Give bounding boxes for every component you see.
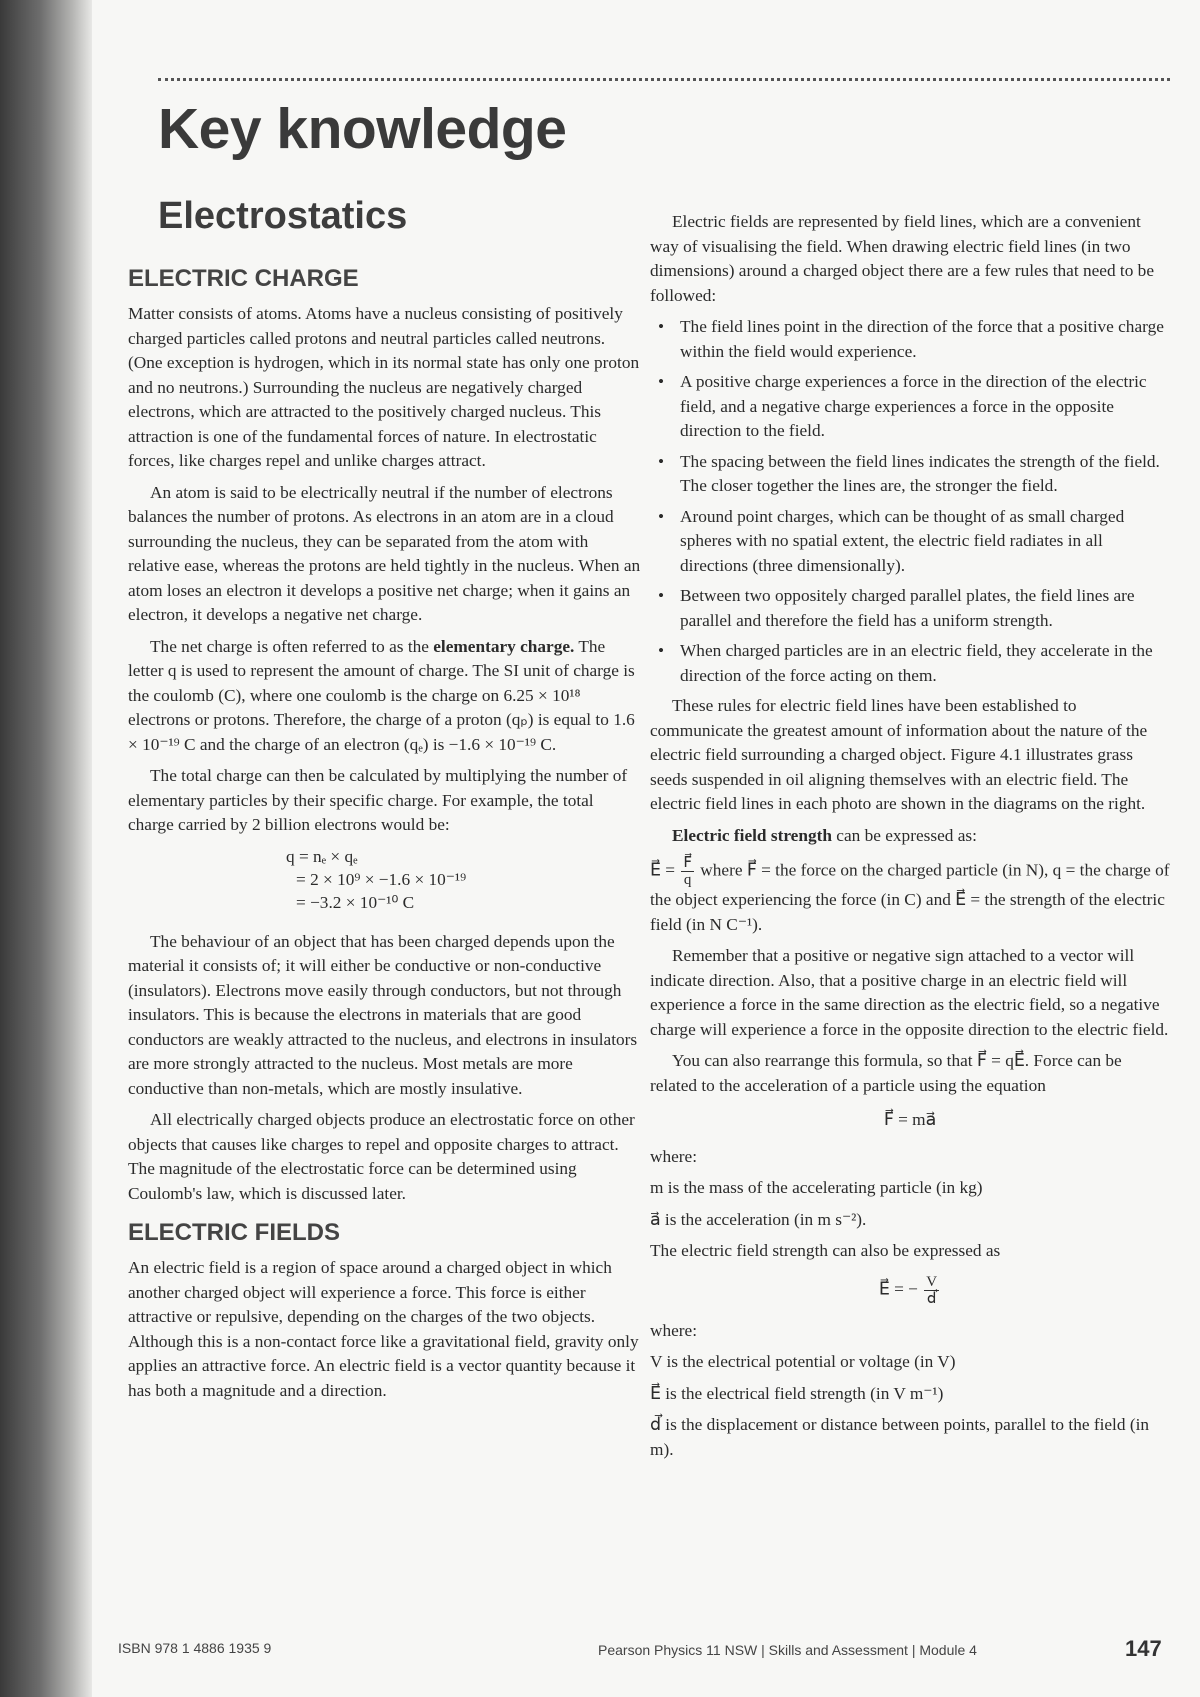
equation-fraction <box>924 1274 939 1307</box>
equation-lhs: E⃗ = <box>650 860 675 880</box>
equation-lhs: E⃗ = − <box>878 1278 918 1298</box>
equation-fraction <box>681 855 694 888</box>
fraction-denominator: q <box>683 872 692 888</box>
left-column <box>128 258 643 1410</box>
definition: m is the mass of the accelerating particle (in kg) <box>650 1178 983 1197</box>
text-run: The net charge is often referred to as the <box>150 636 434 656</box>
paragraph: All electrically charged objects produce an electrostatic force on other objects that causes like charges to repel and opposite charges to attract. The magnitude of the electrostatic force can be determined using Coulomb's law, which is discussed later. <box>128 1110 635 1203</box>
paragraph: An atom is said to be electrically neutral if the number of electrons balances the number of protons. As electrons in an atom are in a cloud surrounding the nucleus, they can be separated from the atom with relative ease, whereas the protons are held tightly in the nucleus. When an atom loses an electron it develops a positive net charge; when it gains an electron, it develops a negative net charge. <box>128 482 641 624</box>
equation-line: q = nₑ × qₑ <box>286 846 358 866</box>
list-item: • The spacing between the field lines indicates the strength of the field. The closer together the lines are, the stronger the field. <box>680 450 1170 499</box>
isbn: ISBN 978 1 4886 1935 9 <box>118 1640 272 1656</box>
heading-electric-fields: ELECTRIC FIELDS <box>128 1219 341 1246</box>
equation-line: = −3.2 × 10⁻¹⁰ C <box>296 892 415 912</box>
dotted-rule <box>158 78 1170 81</box>
fraction-numerator: V <box>926 1273 938 1290</box>
section-title: Electrostatics <box>158 195 408 237</box>
definition: d⃗ is the displacement or distance between points, parallel to the field (in m). <box>650 1415 1150 1459</box>
paragraph <box>650 855 1170 937</box>
equation-potential <box>650 1274 1170 1307</box>
equation-newton: F⃗ = ma⃗ <box>883 1110 937 1129</box>
where-label: where: <box>650 1320 698 1340</box>
paragraph <box>128 635 643 758</box>
fraction-numerator: F⃗ <box>683 855 692 871</box>
paragraph: An electric field is a region of space around a charged object in which another charged object will experience a force. This force is either attractive or repulsive, depending on the charges of the two objects. Although this is a non-contact force like a gravitational field, gravity only applies an attractive force. An electric field is a vector quantity because it has both a magnitude and a direction. <box>128 1258 639 1400</box>
definition: a⃗ is the acceleration (in m s⁻²). <box>650 1209 867 1229</box>
field-line-rules <box>650 315 1170 688</box>
paragraph: The total charge can then be calculated by multiplying the number of elementary particles by their specific charge. For example, the total charge carried by 2 billion electrons would be: <box>128 766 628 834</box>
paragraph: Matter consists of atoms. Atoms have a nucleus consisting of positively charged particles called protons and neutral particles called neutrons. (One exception is hydrogen, which in its normal state has only one proton and no neutrons.) Surrounding the nucleus are negatively charged electrons, which are attracted to the positively charged nucleus. This attraction is one of the fundamental forces of nature. In electrostatic forces, like charges repel and unlike charges attract. <box>128 304 640 470</box>
key-term: Electric field strength <box>672 825 832 845</box>
list-item: • Around point charges, which can be thought of as small charged spheres with no spatial extent, the electric field radiates in all directions (three dimensionally). <box>680 505 1170 579</box>
equation-line: = 2 × 10⁹ × −1.6 × 10⁻¹⁹ <box>296 869 467 889</box>
paragraph: Electric fields are represented by field lines, which are a convenient way of visualising the field. When drawing electric field lines (in two dimensions) around a charged object there are a few rules that need to be followed: <box>650 212 1154 305</box>
right-column <box>650 210 1170 1469</box>
definition: V is the electrical potential or voltage (in V) <box>650 1352 956 1371</box>
text-run: where F⃗ = the force on the charged particle (in N), q = the charge of the object experiencing the force (in C) and E⃗ = the strength of the electric field (in N C⁻¹). <box>650 860 1170 934</box>
paragraph: The behaviour of an object that has been charged depends upon the material it consists of; it will either be conductive or non-conductive (insulators). Electrons move easily through conductors, but not through insulators. This is because the electrons in materials that are good conductors are weakly attracted to the nucleus, and electrons in insulators are more strongly attracted to the nucleus. Most metals are more conductive than non-metals, which are mostly insulative. <box>128 931 638 1098</box>
paragraph: The electric field strength can also be expressed as <box>650 1241 1001 1260</box>
list-item: • The field lines point in the direction of the force that a positive charge within the field would experience. <box>680 315 1170 364</box>
where-label: where: <box>650 1146 698 1166</box>
text-run: The letter q is used to represent the amount of charge. The SI unit of charge is the coulomb (C), where one coulomb is the charge on 6.25 × 10¹⁸ electrons or protons. Therefore, the charge of a proton (qₚ) is equal to 1.6 × 10⁻¹⁹ C and the charge of an electron (qₑ) is −1.6 × 10⁻¹⁹ C. <box>128 636 635 754</box>
paragraph <box>650 824 1170 849</box>
page-title: Key knowledge <box>158 97 567 161</box>
paragraph: Remember that a positive or negative sign attached to a vector will indicate direction. Also, that a positive charge in an electric field will experience a force in the same direction as the electric field, so a negative charge will experience a force in the opposite direction to the electric field. <box>650 946 1169 1039</box>
book-spine-shadow <box>0 0 92 1697</box>
key-term: elementary charge. <box>433 636 575 656</box>
paragraph: You can also rearrange this formula, so that F⃗ = qE⃗. Force can be related to the acceleration of a particle using the equation <box>650 1051 1122 1095</box>
book-info: Pearson Physics 11 NSW | Skills and Assessment | Module 4 <box>598 1642 977 1658</box>
list-item: • Between two oppositely charged parallel plates, the field lines are parallel and therefore the field has a uniform strength. <box>680 584 1170 633</box>
charge-equation <box>286 845 643 914</box>
page-number: 147 <box>1125 1636 1162 1661</box>
fraction-denominator: d⃗ <box>926 1290 937 1307</box>
heading-electric-charge: ELECTRIC CHARGE <box>128 265 359 292</box>
list-item: • When charged particles are in an electric field, they accelerate in the direction of the force acting on them. <box>680 639 1170 688</box>
paragraph: These rules for electric field lines have been established to communicate the greatest amount of information about the nature of the electric field surrounding a charged object. Figure 4.1 illustrates grass seeds suspended in oil aligning themselves with an electric field. The electric field lines in each photo are shown in the diagrams on the right. <box>650 696 1148 813</box>
list-item: • A positive charge experiences a force in the direction of the electric field, and a negative charge experiences a force in the opposite direction to the field. <box>680 370 1170 444</box>
definition: E⃗ is the electrical field strength (in V m⁻¹) <box>650 1383 944 1403</box>
text-run: can be expressed as: <box>831 825 977 845</box>
